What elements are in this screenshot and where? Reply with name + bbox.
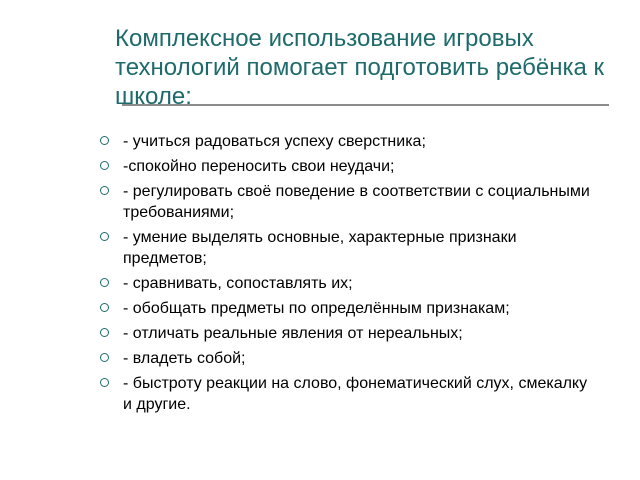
circle-bullet-icon	[100, 303, 109, 312]
circle-bullet-icon	[100, 186, 109, 195]
circle-bullet-icon	[100, 136, 109, 145]
list-item-text: - регулировать своё поведение в соответствии с социальными требованиями;	[123, 183, 590, 221]
list-item-text: - владеть собой;	[123, 350, 246, 367]
list-item	[98, 181, 598, 223]
circle-bullet-icon	[100, 378, 109, 387]
list-item-text: - обобщать предметы по определённым признакам;	[123, 300, 510, 317]
list-item	[98, 298, 598, 319]
circle-bullet-icon	[100, 161, 109, 170]
circle-bullet-icon	[100, 278, 109, 287]
circle-bullet-icon	[100, 328, 109, 337]
list-item	[98, 348, 598, 369]
list-item-text: -спокойно переносить свои неудачи;	[123, 158, 395, 175]
list-item-text: - отличать реальные явления от нереальных;	[123, 325, 463, 342]
list-item	[98, 273, 598, 294]
circle-bullet-icon	[100, 232, 109, 241]
title-divider	[122, 104, 609, 106]
list-item	[98, 373, 598, 415]
list-item	[98, 227, 598, 269]
list-item	[98, 323, 598, 344]
list-item	[98, 156, 598, 177]
list-item	[98, 131, 598, 152]
list-item-text: - учиться радоваться успеху сверстника;	[123, 133, 426, 150]
list-item-text: - сравнивать, сопоставлять их;	[123, 275, 353, 292]
list-item-text: - быстроту реакции на слово, фонематический слух, смекалку и другие.	[123, 375, 588, 413]
list-item-text: - умение выделять основные, характерные признаки предметов;	[123, 229, 517, 267]
slide-title: Комплексное использование игровых технологий помогает подготовить ребёнка к школе:	[115, 25, 605, 110]
circle-bullet-icon	[100, 353, 109, 362]
bullet-list	[98, 131, 598, 419]
